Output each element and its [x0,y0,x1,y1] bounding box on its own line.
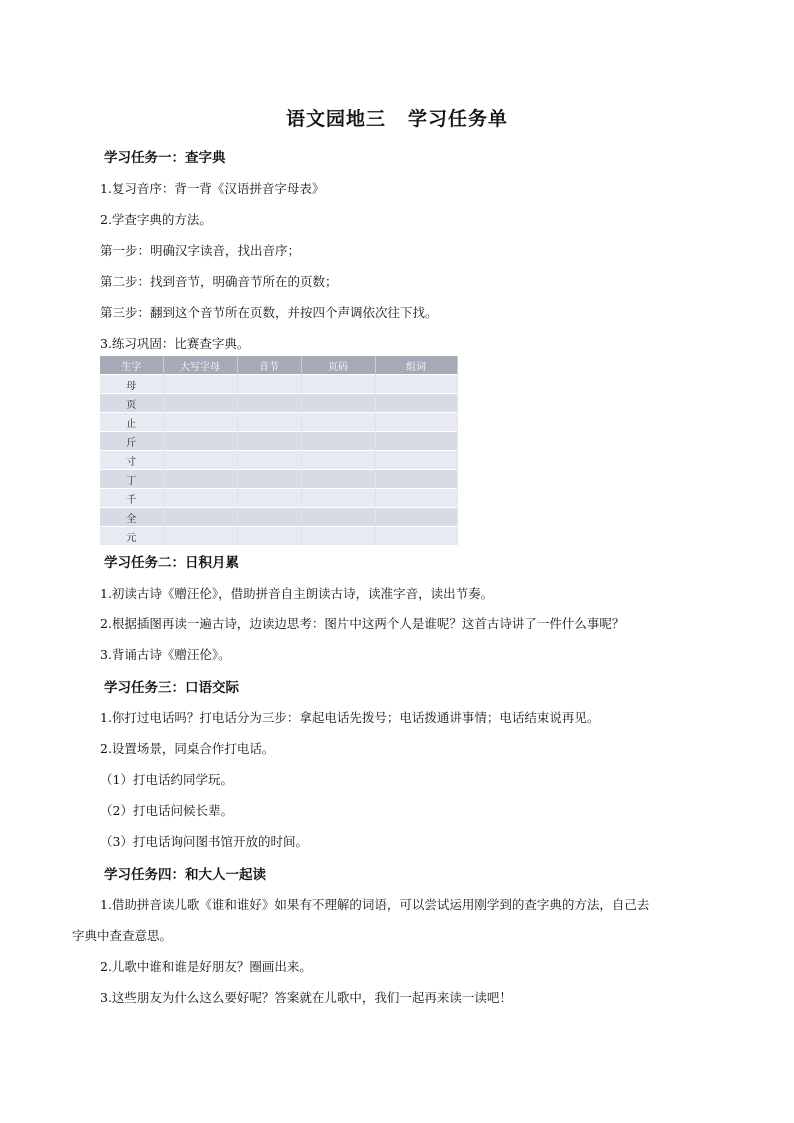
title-part-2: 学习任务单 [408,108,509,130]
table-cell [375,451,457,470]
table-cell [237,432,301,451]
table-cell [301,451,375,470]
task4-line-4: 3.这些朋友为什么这么要好呢？答案就在儿歌中，我们一起再来读一读吧！ [100,990,512,1005]
task1-line-3: 第一步：明确汉字读音，找出音序； [100,243,301,258]
table-cell-char: 母 [100,375,163,394]
table-header: 大写字母 [163,356,237,375]
task3-line-1: 1.你打过电话吗？打电话分为三步：拿起电话先拨号；电话拨通讲事情；电话结束说再见。 [100,710,600,725]
table-header-row [100,356,457,375]
task3-line-5: （3）打电话询问图书馆开放的时间。 [100,834,308,849]
table-cell [163,470,237,489]
table-cell [301,375,375,394]
table-cell [375,394,457,413]
table-cell-char: 寸 [100,451,163,470]
table-cell-char: 止 [100,413,163,432]
table-cell [375,432,457,451]
table-cell-char: 全 [100,508,163,527]
table-cell [237,451,301,470]
table-cell [163,394,237,413]
table-cell [163,527,237,546]
table-row [100,451,457,470]
table-cell-char: 页 [100,394,163,413]
task1-line-1: 1.复习音序：背一背《汉语拼音字母表》 [100,181,325,196]
table-cell [163,508,237,527]
table-cell [375,470,457,489]
table-cell [163,451,237,470]
task1-line-6: 3.练习巩固：比赛查字典。 [100,336,250,351]
table-cell [375,508,457,527]
task3-line-2: 2.设置场景，同桌合作打电话。 [100,741,275,756]
table-cell [375,489,457,508]
table-cell [301,508,375,527]
table-cell [163,375,237,394]
table-cell-char: 千 [100,489,163,508]
task4-line-1: 1.借助拼音读儿歌《谁和谁好》如果有不理解的词语，可以尝试运用刚学到的查字典的方法，自己去 [100,897,650,912]
table-cell [237,527,301,546]
table-cell-char: 丁 [100,470,163,489]
task2-line-2: 2.根据插图再读一遍古诗，边读边思考：图片中这两个人是谁呢？这首古诗讲了一件什么事呢？ [100,616,625,631]
table-cell [301,489,375,508]
table-cell-char: 元 [100,527,163,546]
table-cell [301,413,375,432]
table-row [100,508,457,527]
table-cell [301,394,375,413]
title-part-1: 语文园地三 [285,108,386,130]
page-title [0,104,794,131]
task4-line-2: 字典中查查意思。 [72,928,173,943]
table-cell [237,394,301,413]
table-row [100,489,457,508]
table-row [100,432,457,451]
task3-heading: 学习任务三：口语交际 [104,680,239,696]
table-cell [237,508,301,527]
task1-line-2: 2.学查字典的方法。 [100,212,212,227]
table-row [100,527,457,546]
task3-line-3: （1）打电话约同学玩。 [100,772,233,787]
table-cell [237,489,301,508]
table-cell [301,470,375,489]
table-cell [163,413,237,432]
task2-heading: 学习任务二：日积月累 [104,555,239,571]
table-cell [163,489,237,508]
table-cell-char: 斤 [100,432,163,451]
task4-heading: 学习任务四：和大人一起读 [104,867,266,883]
task2-line-3: 3.背诵古诗《赠汪伦》。 [100,647,231,662]
table-row [100,413,457,432]
table-cell [375,527,457,546]
table-cell [301,527,375,546]
table-cell [237,470,301,489]
table-row [100,470,457,489]
task2-line-1: 1.初读古诗《赠汪伦》，借助拼音自主朗读古诗，读准字音，读出节奏。 [100,586,494,601]
table-cell [163,432,237,451]
table-cell [237,375,301,394]
task1-line-4: 第二步：找到音节，明确音节所在的页数； [100,274,338,289]
dictionary-table [100,356,458,545]
task1-heading: 学习任务一：查字典 [104,150,226,166]
table-header: 页码 [301,356,375,375]
task3-line-4: （2）打电话问候长辈。 [100,803,233,818]
table-cell [375,413,457,432]
task4-line-3: 2.儿歌中谁和谁是好朋友？圈画出来。 [100,959,312,974]
table-row [100,394,457,413]
table-cell [301,432,375,451]
table-cell [375,375,457,394]
table-header: 生字 [100,356,163,375]
table-cell [237,413,301,432]
table-header: 音节 [237,356,301,375]
table-row [100,375,457,394]
table-header: 组词 [375,356,457,375]
task1-line-5: 第三步：翻到这个音节所在页数，并按四个声调依次往下找。 [100,305,438,320]
